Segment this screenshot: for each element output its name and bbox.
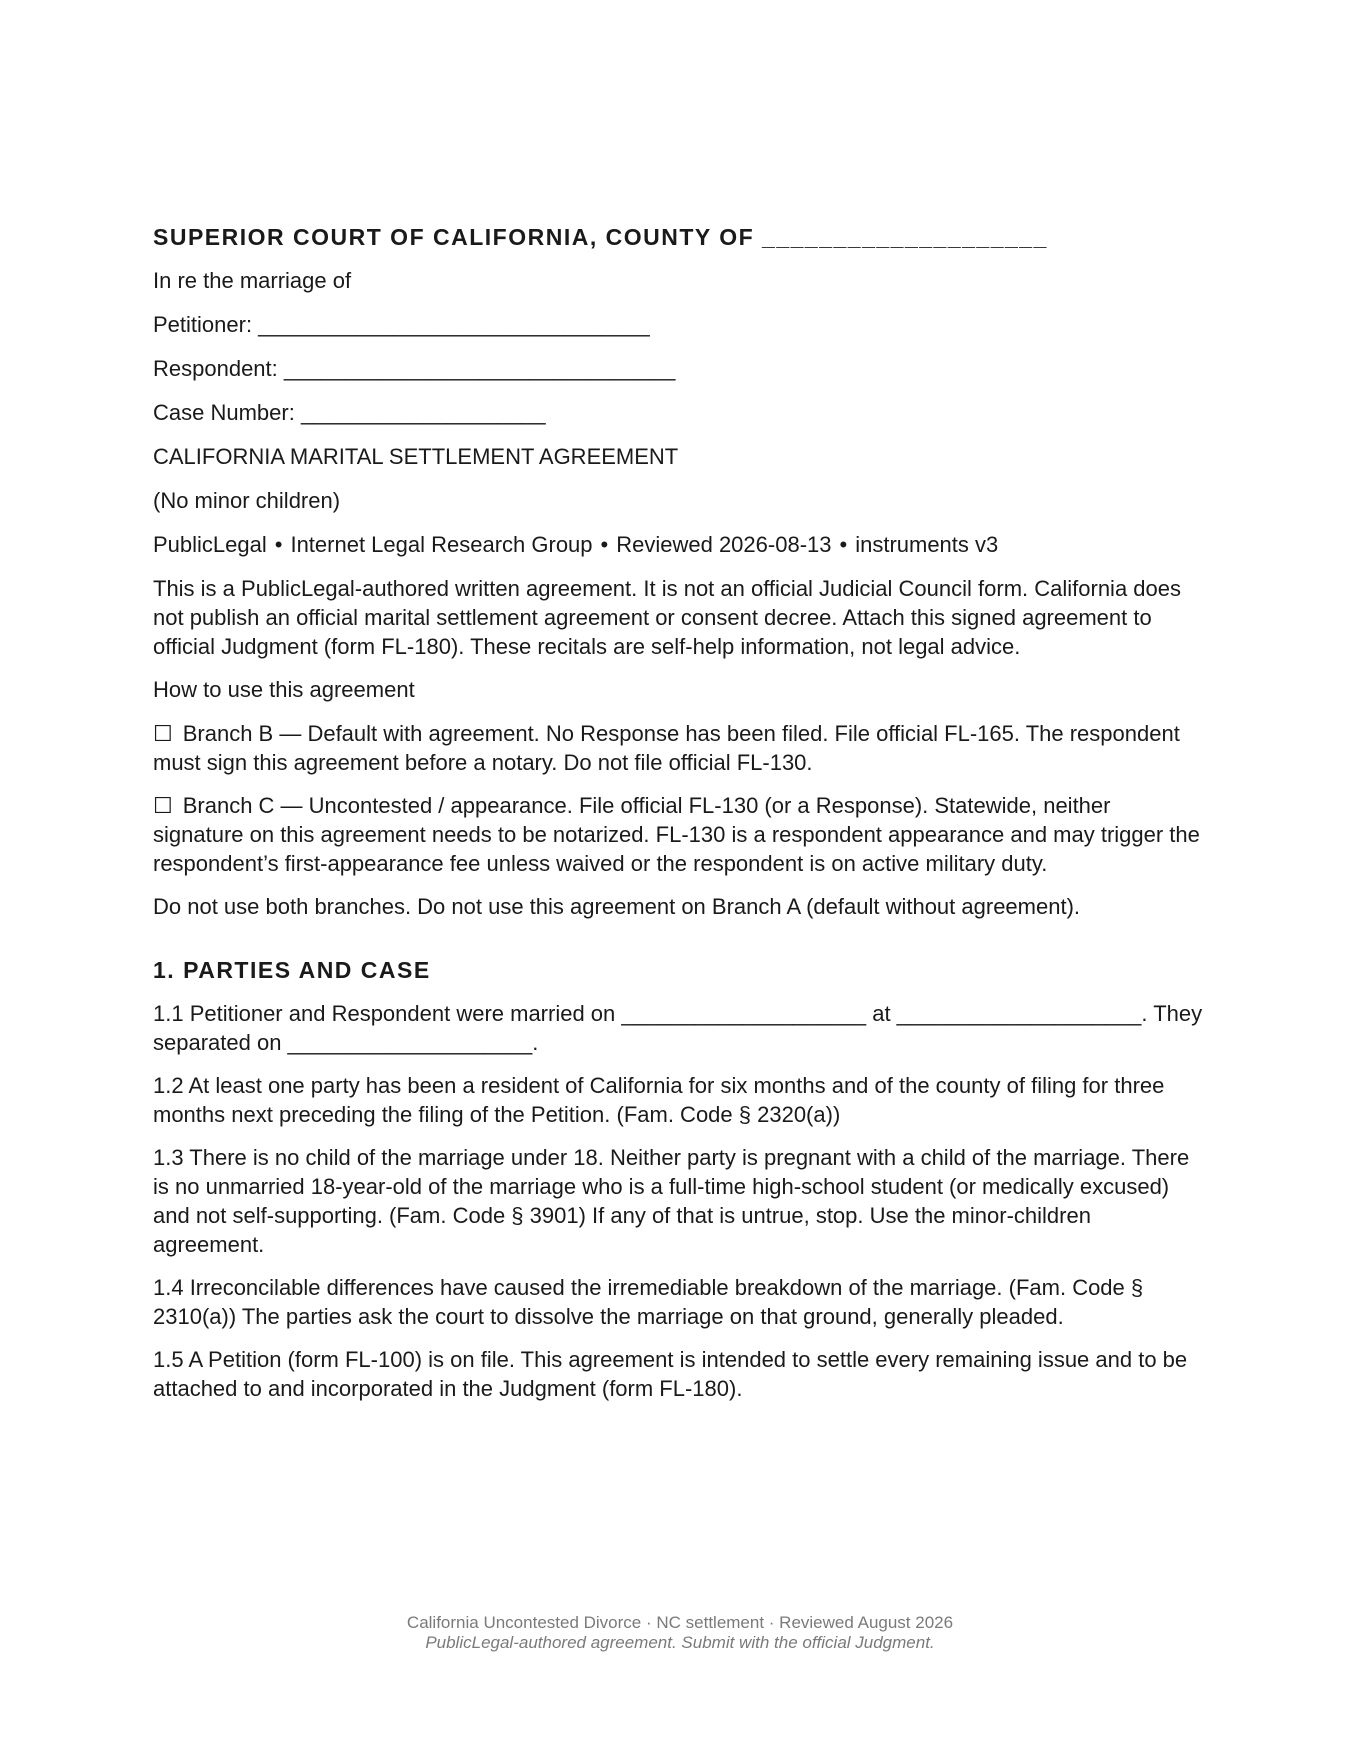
meta-line xyxy=(153,530,1203,560)
intro-paragraph: This is a PublicLegal-authored written agreement. It is not an official Judicial Council form. California does not publish an official marital settlement agreement or consent decree. Attach this signed agreement to official Judgment (form FL-180). These recitals are self-help information, not legal advice. xyxy=(153,576,1181,659)
how-to-title: How to use this agreement xyxy=(153,677,415,702)
page-footer xyxy=(0,1613,1360,1653)
clause-1-1: 1.1 Petitioner and Respondent were married on ____________________ at ____________________. They separated on ____________________. xyxy=(153,1001,1203,1055)
section-1-title: 1. PARTIES AND CASE xyxy=(153,957,431,983)
document-subtitle: (No minor children) xyxy=(153,488,341,513)
branch-b-text: Branch B — Default with agreement. No Response has been filed. File official FL-165. The respondent must sign this agreement before a notary. Do not file official FL-130. xyxy=(153,721,1180,775)
footer-line-2: PublicLegal-authored agreement. Submit with the official Judgment. xyxy=(425,1633,935,1652)
petitioner-field: Petitioner: ________________________________ xyxy=(153,312,650,337)
case-number-field: Case Number: ____________________ xyxy=(153,400,546,425)
branch-c-option xyxy=(153,791,1203,878)
meta-separator: • xyxy=(274,532,283,557)
in-re-line: In re the marriage of xyxy=(153,268,352,293)
meta-separator: • xyxy=(600,532,609,557)
meta-separator: • xyxy=(839,532,848,557)
meta-publisher: PublicLegal xyxy=(153,532,267,557)
document-body xyxy=(153,222,1203,1417)
document-title: CALIFORNIA MARITAL SETTLEMENT AGREEMENT xyxy=(153,444,679,469)
branch-b-checkbox: ☐ xyxy=(153,721,173,746)
branch-b-option xyxy=(153,719,1203,777)
clause-1-3: 1.3 There is no child of the marriage under 18. Neither party is pregnant with a child of the marriage. There is no unmarried 18-year-old of the marriage who is a full-time high-school student (or medically excused) and not self-supporting. (Fam. Code § 3901) If any of that is untrue, stop. Use the minor-children agreement. xyxy=(153,1145,1190,1257)
clause-1-2: 1.2 At least one party has been a resident of California for six months and of the county of filing for three months next preceding the filing of the Petition. (Fam. Code § 2320(a)) xyxy=(153,1073,1165,1127)
branch-c-text: Branch C — Uncontested / appearance. File official FL-130 (or a Response). Statewide, neither signature on this agreement needs to be notarized. FL-130 is a respondent appearance and may trigger the respondent’s first-appearance fee unless waived or the respondent is on active military duty. xyxy=(153,793,1200,876)
court-title: SUPERIOR COURT OF CALIFORNIA, COUNTY OF ____________________ xyxy=(153,224,1048,250)
branch-warning: Do not use both branches. Do not use this agreement on Branch A (default without agreement). xyxy=(153,894,1081,919)
clause-1-4: 1.4 Irreconcilable differences have caused the irremediable breakdown of the marriage. (Fam. Code § 2310(a)) The parties ask the court to dissolve the marriage on that ground, generally pleaded. xyxy=(153,1275,1144,1329)
branch-c-checkbox: ☐ xyxy=(153,793,173,818)
meta-version: instruments v3 xyxy=(855,532,999,557)
meta-group: Internet Legal Research Group xyxy=(290,532,593,557)
footer-line-1: California Uncontested Divorce · NC settlement · Reviewed August 2026 xyxy=(406,1613,954,1632)
meta-reviewed: Reviewed 2026-08-13 xyxy=(616,532,832,557)
clause-1-5: 1.5 A Petition (form FL-100) is on file. This agreement is intended to settle every remaining issue and to be attached to and incorporated in the Judgment (form FL-180). xyxy=(153,1347,1188,1401)
respondent-field: Respondent: ________________________________ xyxy=(153,356,676,381)
